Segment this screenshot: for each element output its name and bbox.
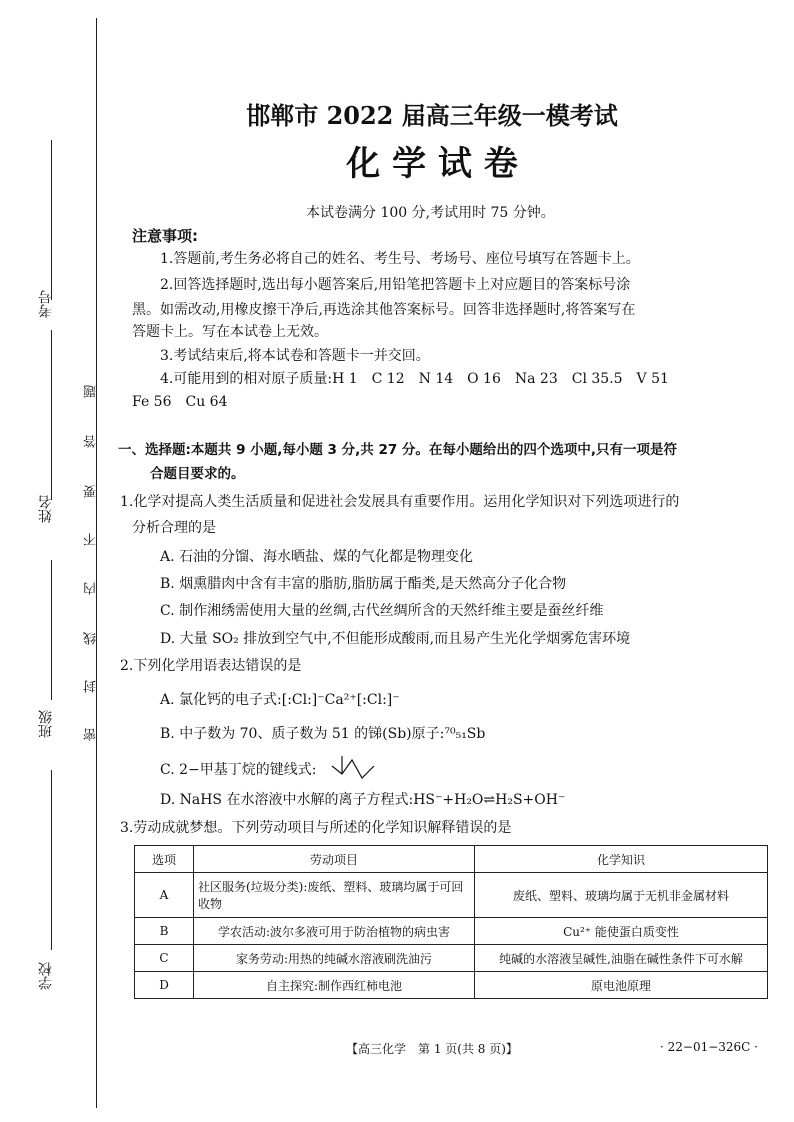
seal-char: 内 bbox=[84, 582, 99, 595]
table-cell: B bbox=[135, 918, 194, 945]
table-header: 劳动项目 bbox=[194, 846, 475, 873]
seal-char: 要 bbox=[84, 485, 99, 498]
table-cell: 社区服务(垃圾分类):废纸、塑料、玻璃均属于可回收物 bbox=[194, 873, 475, 918]
table-cell: 自主探究:制作西红柿电池 bbox=[194, 972, 475, 999]
question-stem: 2.下列化学用语表达错误的是 bbox=[120, 658, 302, 674]
seal-char: 答 bbox=[84, 435, 99, 448]
table-cell: 学农活动:波尔多液可用于防治植物的病虫害 bbox=[194, 918, 475, 945]
seal-char: 题 bbox=[84, 385, 99, 398]
score-line: 本试卷满分 100 分,考试用时 75 分钟。 bbox=[306, 205, 555, 221]
table-header-row bbox=[135, 846, 768, 873]
exam-no-label: 考号 bbox=[38, 290, 54, 318]
school-underline bbox=[51, 770, 52, 950]
option-a: A. 氯化钙的电子式:[:Cl:]⁻Ca²⁺[:Cl:]⁻ bbox=[160, 692, 400, 708]
table-row bbox=[135, 918, 768, 945]
paper-code: · 22−01−326C · bbox=[660, 1040, 758, 1054]
table-cell: 纯碱的水溶液呈碱性,油脂在碱性条件下可水解 bbox=[475, 945, 768, 972]
exam-title: 邯郸市 2022 届高三年级一模考试 bbox=[246, 101, 618, 130]
option-d: D. 大量 SO₂ 排放到空气中,不但能形成酸雨,而且易产生光化学烟雾危害环境 bbox=[160, 631, 631, 647]
table-header: 化学知识 bbox=[475, 846, 768, 873]
class-label: 班级 bbox=[38, 710, 54, 738]
table-header: 选项 bbox=[135, 846, 194, 873]
option-b: B. 中子数为 70、质子数为 51 的锑(Sb)原子:⁷⁰₅₁Sb bbox=[160, 726, 486, 742]
seal-char: 不 bbox=[84, 533, 99, 546]
name-underline bbox=[51, 330, 52, 500]
table-cell: 家务劳动:用热的纯碱水溶液刷洗油污 bbox=[194, 945, 475, 972]
notice-heading: 注意事项: bbox=[132, 227, 198, 245]
school-label: 学校 bbox=[38, 962, 54, 990]
table-row bbox=[135, 873, 768, 918]
section-heading: 合题目要求的。 bbox=[150, 466, 245, 482]
seal-char: 封 bbox=[84, 680, 99, 693]
table-row bbox=[135, 945, 768, 972]
notice-item: 答题卡上。写在本试卷上无效。 bbox=[132, 324, 328, 340]
notice-item: 黑。如需改动,用橡皮擦干净后,再选涂其他答案标号。回答非选择题时,将答案写在 bbox=[132, 302, 636, 318]
skeletal-formula-icon bbox=[330, 752, 376, 782]
page-footer: 【高三化学 第 1 页(共 8 页)】 bbox=[346, 1042, 518, 1056]
option-a: A. 石油的分馏、海水晒盐、煤的气化都是物理变化 bbox=[160, 549, 474, 565]
option-c: C. 2−甲基丁烷的键线式: bbox=[160, 762, 317, 778]
class-underline bbox=[51, 560, 52, 700]
option-c: C. 制作湘绣需使用大量的丝绸,古代丝绸所含的天然纤维主要是蚕丝纤维 bbox=[160, 603, 604, 619]
question-stem: 1.化学对提高人类生活质量和促进社会发展具有重要作用。运用化学知识对下列选项进行的 bbox=[120, 494, 680, 510]
seal-char: 线 bbox=[84, 632, 99, 645]
question-stem: 3.劳动成就梦想。下列劳动项目与所述的化学知识解释错误的是 bbox=[120, 820, 512, 836]
seal-char: 密 bbox=[84, 728, 99, 741]
table-cell: Cu²⁺ 能使蛋白质变性 bbox=[475, 918, 768, 945]
table-cell: 废纸、塑料、玻璃均属于无机非金属材料 bbox=[475, 873, 768, 918]
question-stem: 分析合理的是 bbox=[132, 520, 216, 536]
table-cell: C bbox=[135, 945, 194, 972]
name-label: 姓名 bbox=[38, 495, 54, 523]
table-cell: A bbox=[135, 873, 194, 918]
table-row bbox=[135, 972, 768, 999]
notice-item: 4.可能用到的相对原子质量:H 1 C 12 N 14 O 16 Na 23 Cl 35.5 V 51 bbox=[160, 371, 669, 387]
notice-item: 2.回答选择题时,选出每小题答案后,用铅笔把答题卡上对应题目的答案标号涂 bbox=[160, 277, 631, 293]
option-b: B. 烟熏腊肉中含有丰富的脂肪,脂肪属于酯类,是天然高分子化合物 bbox=[160, 576, 567, 592]
notice-item: 1.答题前,考生务必将自己的姓名、考生号、考场号、座位号填写在答题卡上。 bbox=[160, 251, 640, 267]
paper-subtitle: 化 学 试 卷 bbox=[346, 144, 518, 184]
q3-table bbox=[134, 845, 768, 999]
notice-item: 3.考试结束后,将本试卷和答题卡一并交回。 bbox=[160, 348, 430, 364]
table-cell: 原电池原理 bbox=[475, 972, 768, 999]
section-heading: 一、选择题:本题共 9 小题,每小题 3 分,共 27 分。在每小题给出的四个选项中,只有一项是符 bbox=[118, 442, 678, 458]
table-cell: D bbox=[135, 972, 194, 999]
notice-item: Fe 56 Cu 64 bbox=[132, 394, 228, 410]
option-d: D. NaHS 在水溶液中水解的离子方程式:HS⁻+H₂O⇌H₂S+OH⁻ bbox=[160, 792, 566, 808]
